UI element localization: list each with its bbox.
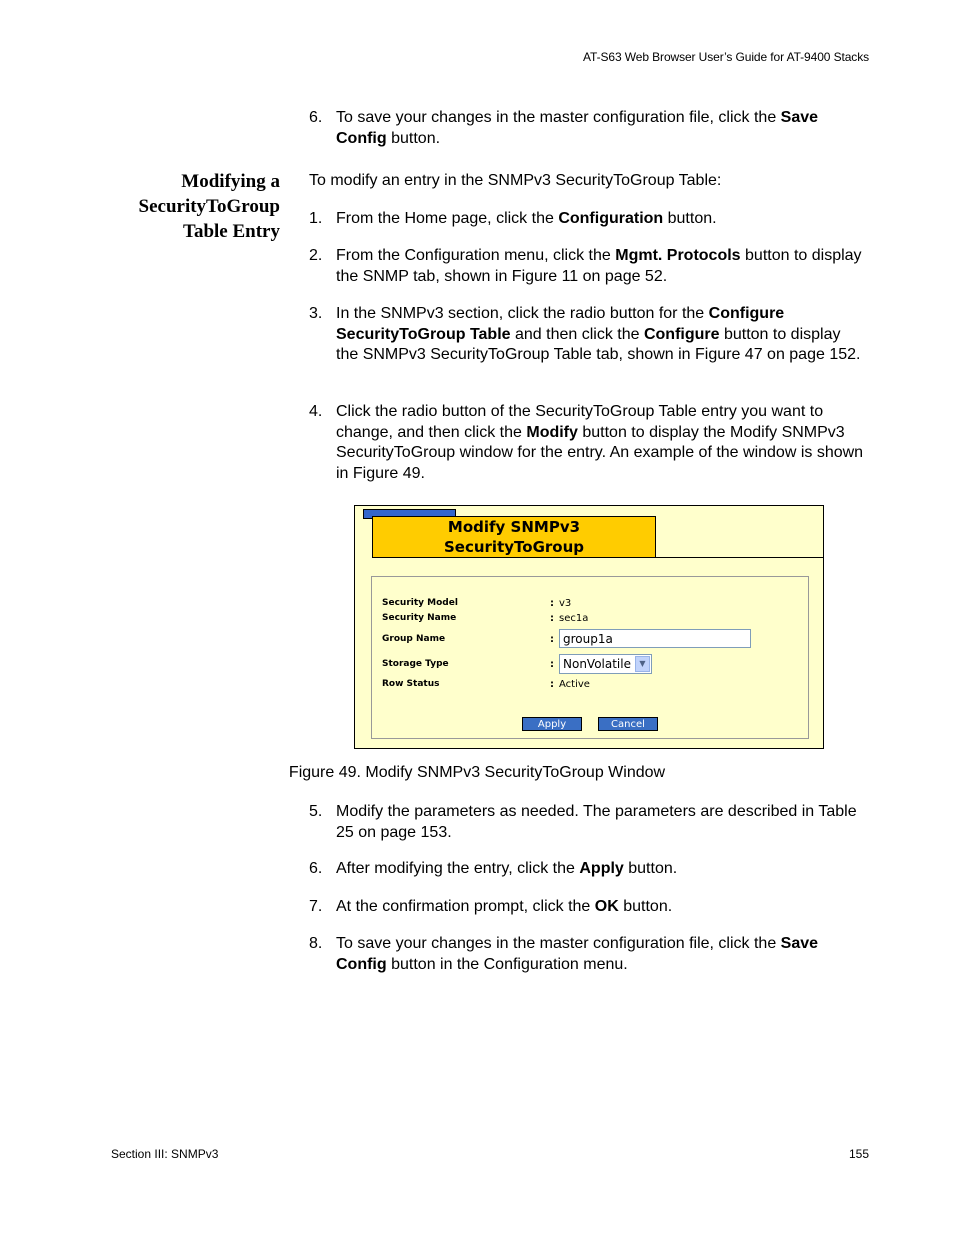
page-number: 155 (848, 1147, 869, 1161)
form-row: Storage Type : NonVolatile ▼ (382, 659, 802, 675)
field-label: Row Status (382, 679, 440, 689)
step-text: At the confirmation prompt, click the OK button. (336, 898, 673, 915)
figure-caption: Figure 49. Modify SNMPv3 SecurityToGroup Window (288, 764, 666, 781)
figure-modify-window (354, 505, 824, 749)
step-text: In the SNMPv3 section, click the radio button for the Configure SecurityToGroup Table and then click the Configure button to display the SNMPv3 SecurityToGroup Table tab, shown in Figure 47 on page 152. (336, 305, 861, 363)
section-heading: Modifying a SecurityToGroup Table Entry (138, 171, 280, 242)
step-number: 5. (309, 803, 323, 820)
step-text: After modifying the entry, click the Apply button. (336, 860, 678, 877)
footer-section: Section III: SNMPv3 (111, 1147, 219, 1161)
form-row: Security Name : sec1a (382, 613, 589, 624)
step-text: To save your changes in the master configuration file, click the Save Config button in the Configuration menu. (336, 935, 819, 973)
step-number: 6. (309, 860, 323, 877)
cancel-button[interactable]: Cancel (598, 717, 658, 731)
chevron-down-icon[interactable]: ▼ (635, 656, 650, 672)
group-name-input[interactable]: group1a (559, 629, 751, 648)
form-row: Security Model : v3 (382, 598, 572, 609)
step-text: Click the radio button of the SecurityToGroup Table entry you want to change, and then click the Modify button to display the Modify SNMPv3 SecurityToGroup window for the entry. An example of the window is shown in Figure 49. (336, 403, 864, 482)
form-row: Group Name : group1a (382, 634, 802, 650)
field-label: Storage Type (382, 659, 449, 669)
step-text: To save your changes in the master configuration file, click the Save Config button. (336, 109, 819, 147)
storage-type-select[interactable]: NonVolatile ▼ (559, 654, 652, 674)
step-number: 8. (309, 935, 323, 952)
running-header: AT-S63 Web Browser User’s Guide for AT-9400 Stacks (582, 50, 869, 64)
security-name-value: sec1a (559, 613, 589, 624)
field-label: Group Name (382, 634, 446, 644)
step-text: From the Home page, click the Configuration button. (336, 210, 717, 227)
field-label: Security Name (382, 613, 457, 623)
row-status-value: Active (559, 679, 590, 690)
security-model-value: v3 (559, 598, 572, 609)
step-number: 6. (309, 109, 323, 126)
step-number: 1. (309, 210, 323, 227)
intro-paragraph: To modify an entry in the SNMPv3 SecurityToGroup Table: (309, 172, 722, 189)
form-row: Row Status : Active (382, 679, 590, 690)
step-number: 7. (309, 898, 323, 915)
step-number: 4. (309, 403, 323, 420)
field-label: Security Model (382, 598, 458, 608)
step-number: 3. (309, 305, 323, 322)
step-number: 2. (309, 247, 323, 264)
step-text: From the Configuration menu, click the Mgmt. Protocols button to display the SNMP tab, shown in Figure 11 on page 52. (336, 247, 862, 285)
window-title: Modify SNMPv3 SecurityToGroup (372, 516, 656, 558)
step-text: Modify the parameters as needed. The parameters are described in Table 25 on page 153. (336, 803, 857, 841)
divider (653, 557, 823, 558)
form-panel (371, 576, 809, 739)
apply-button[interactable]: Apply (522, 717, 582, 731)
